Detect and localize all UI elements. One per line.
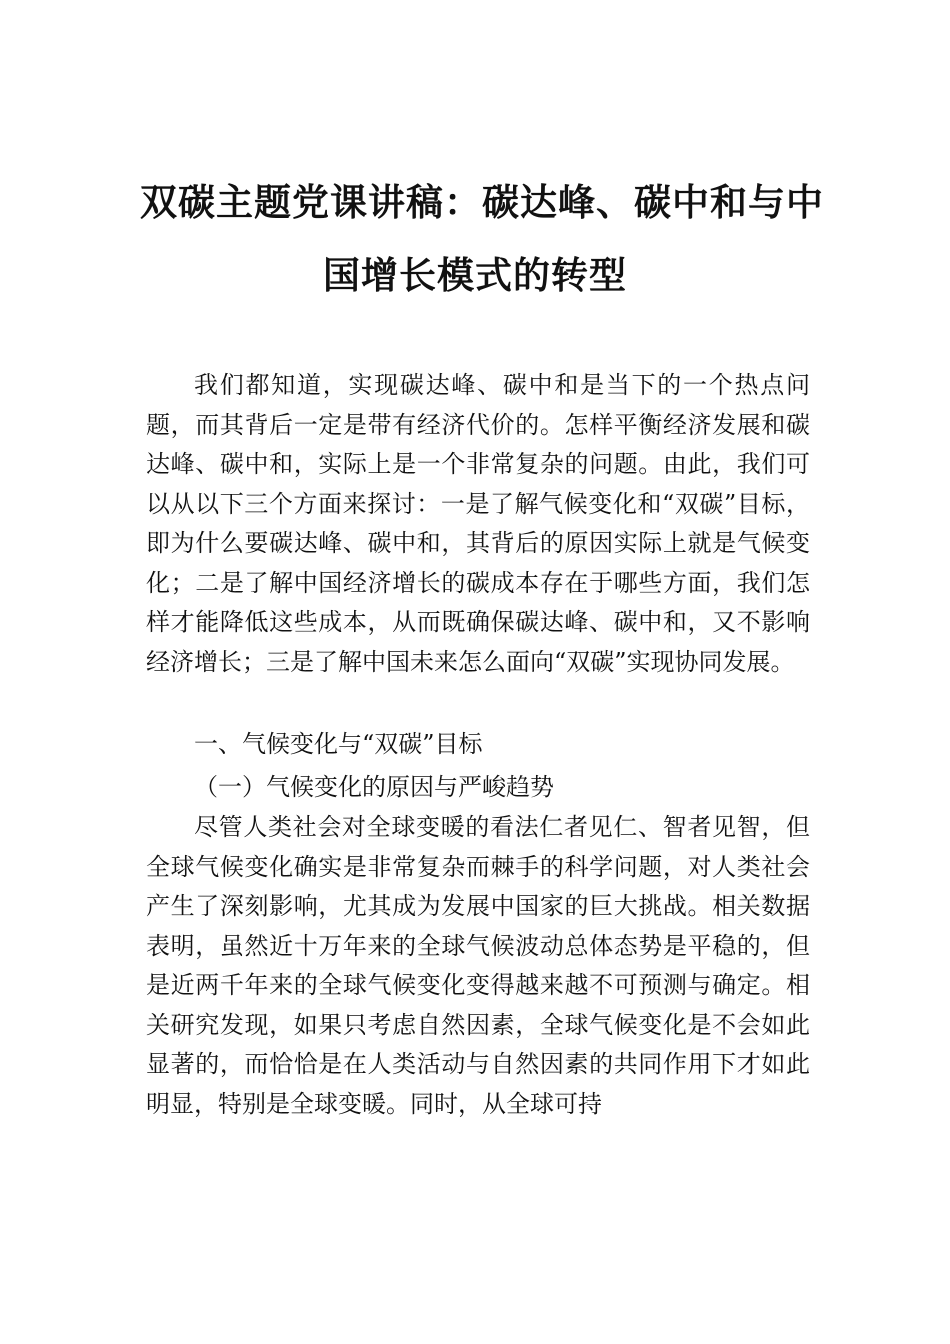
document-title-line-2: 国增长模式的转型 xyxy=(323,253,627,297)
document-title-line-1: 双碳主题党课讲稿：碳达峰、碳中和与中 xyxy=(140,180,824,224)
body-paragraph-intro: 我们都知道，实现碳达峰、碳中和是当下的一个热点问题，而其背后一定是带有经济代价的。怎样平衡经济发展和碳达峰、碳中和，实际上是一个非常复杂的问题。由此，我们可以从以下三个方面来探讨：一是了解气候变化和“双碳”目标，即为什么要碳达峰、碳中和，其背后的原因实际上就是气候变化；二是了解中国经济增长的碳成本存在于哪些方面，我们怎样才能降低这些成本，从而既确保碳达峰、碳中和，又不影响经济增长；三是了解中国未来怎么面向“双碳”实现协同发展。 xyxy=(146,371,810,676)
subsection-heading-1: （一）气候变化的原因与严峻趋势 xyxy=(194,773,554,801)
section-heading-1: 一、气候变化与“双碳”目标 xyxy=(194,730,483,758)
body-paragraph-climate: 尽管人类社会对全球变暖的看法仁者见仁、智者见智，但全球气候变化确实是非常复杂而棘手的科学问题，对人类社会产生了深刻影响，尤其成为发展中国家的巨大挑战。相关数据表明，虽然近十万年来的全球气候波动总体态势是平稳的，但是近两千年来的全球气候变化变得越来越不可预测与确定。相关研究发现，如果只考虑自然因素，全球气候变化是不会如此显著的，而恰恰是在人类活动与自然因素的共同作用下才如此明显，特别是全球变暖。同时，从全球可持 xyxy=(146,813,810,1118)
